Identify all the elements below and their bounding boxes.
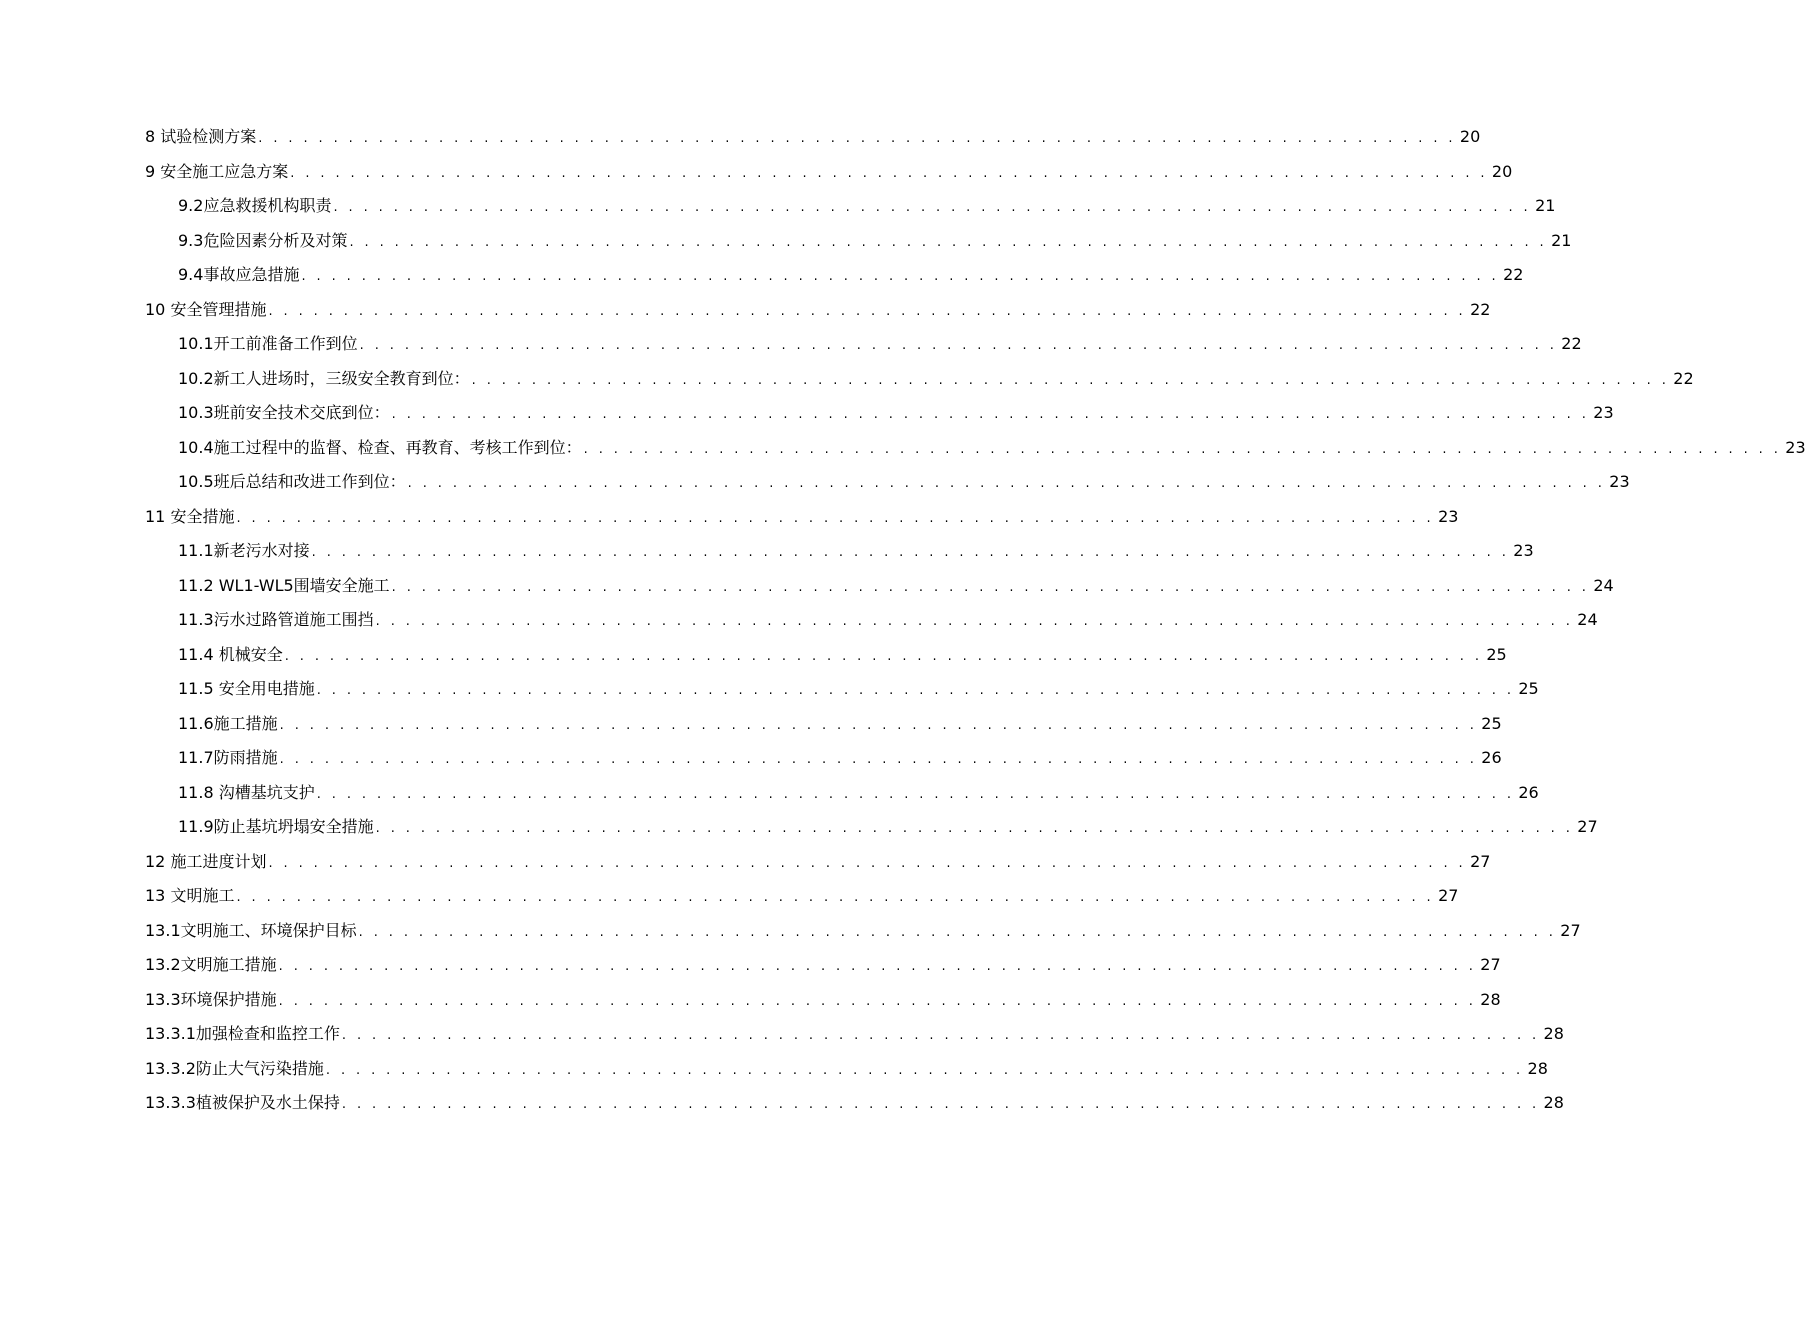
toc-entry-title: 11.8 沟槽基坑支护 (178, 782, 315, 802)
toc-dot-leader: . . . . . . . . . . . . . . . . . . . . . . . . . . . . . . . . . . . . . . . . . . . . . . . . . . . . . . . . . . . . . . . . . . . . . . . . . . . . . . . . (279, 717, 1478, 733)
toc-entry[interactable] (145, 189, 1556, 224)
toc-entry[interactable] (145, 1017, 1564, 1052)
toc-dot-leader: . . . . . . . . . . . . . . . . . . . . . . . . . . . . . . . . . . . . . . . . . . . . . . . . . . . . . . . . . . . . . . . . . . . . . . . . . . . . . . . . (284, 648, 1483, 664)
toc-entry-page-number: 26 (1481, 748, 1502, 767)
toc-entry-title: 13.3环境保护措施 (145, 989, 277, 1009)
toc-entry-page-number: 22 (1503, 265, 1524, 284)
toc-entry[interactable] (145, 431, 1806, 466)
toc-entry[interactable] (145, 362, 1694, 397)
toc-dot-leader: . . . . . . . . . . . . . . . . . . . . . . . . . . . . . . . . . . . . . . . . . . . . . . . . . . . . . . . . . . . . . . . . . . . . . . . . . . . . . . . . (333, 200, 1532, 215)
toc-entry-title: 11 安全措施 (145, 506, 235, 526)
toc-dot-leader: . . . . . . . . . . . . . . . . . . . . . . . . . . . . . . . . . . . . . . . . . . . . . . . . . . . . . . . . . . . . . . . . . . . . . . . . . . . . . . . . (341, 1028, 1540, 1043)
toc-entry-page-number: 21 (1535, 196, 1556, 215)
toc-entry[interactable] (145, 741, 1502, 776)
toc-entry-title: 13.2文明施工措施 (145, 955, 277, 974)
toc-entry[interactable] (145, 224, 1572, 259)
toc-entry[interactable] (145, 293, 1491, 328)
toc-entry[interactable] (145, 120, 1481, 155)
toc-entry-page-number: 27 (1480, 955, 1501, 974)
toc-entry-title: 9.4事故应急措施 (178, 265, 300, 284)
toc-entry-title: 11.1新老污水对接 (178, 541, 310, 560)
toc-entry[interactable] (145, 707, 1502, 742)
toc-entry[interactable] (145, 845, 1491, 880)
toc-dot-leader: . . . . . . . . . . . . . . . . . . . . . . . . . . . . . . . . . . . . . . . . . . . . . . . . . . . . . . . . . . . . . . . . . . . . . . . . . . . . . . . . (391, 407, 1590, 422)
toc-entry-page-number: 27 (1470, 851, 1491, 871)
toc-entry-page-number: 22 (1470, 299, 1491, 319)
toc-entry[interactable] (145, 569, 1614, 604)
toc-dot-leader: . . . . . . . . . . . . . . . . . . . . . . . . . . . . . . . . . . . . . . . . . . . . . . . . . . . . . . . . . . . . . . . . . . . . . . . . . . . . . . . . (236, 890, 1435, 905)
toc-dot-leader: . . . . . . . . . . . . . . . . . . . . . . . . . . . . . . . . . . . . . . . . . . . . . . . . . . . . . . . . . . . . . . . . . . . . . . . . . . . . . . . . (407, 476, 1606, 491)
toc-dot-leader: . . . . . . . . . . . . . . . . . . . . . . . . . . . . . . . . . . . . . . . . . . . . . . . . . . . . . . . . . . . . . . . . . . . . . . . . . . . . . . . . (349, 234, 1548, 250)
toc-dot-leader: . . . . . . . . . . . . . . . . . . . . . . . . . . . . . . . . . . . . . . . . . . . . . . . . . . . . . . . . . . . . . . . . . . . . . . . . . . . . . . . . (471, 372, 1670, 388)
toc-entry-page-number: 23 (1593, 403, 1614, 422)
toc-entry-page-number: 23 (1609, 472, 1630, 491)
toc-entry-page-number: 23 (1438, 506, 1459, 526)
toc-entry[interactable] (145, 1086, 1564, 1121)
toc-entry[interactable] (145, 258, 1524, 293)
toc-dot-leader: . . . . . . . . . . . . . . . . . . . . . . . . . . . . . . . . . . . . . . . . . . . . . . . . . . . . . . . . . . . . . . . . . . . . . . . . . . . . . . . . (268, 855, 1467, 871)
toc-entry-page-number: 21 (1551, 230, 1572, 250)
toc-entry-page-number: 25 (1486, 644, 1507, 664)
toc-dot-leader: . . . . . . . . . . . . . . . . . . . . . . . . . . . . . . . . . . . . . . . . . . . . . . . . . . . . . . . . . . . . . . . . . . . . . . . . . . . . . . . . (391, 579, 1590, 595)
toc-entry[interactable] (145, 879, 1459, 914)
toc-entry-title: 11.6施工措施 (178, 713, 278, 733)
toc-entry-title: 11.9防止基坑坍塌安全措施 (178, 817, 374, 836)
toc-entry-title: 13.3.3植被保护及水土保持 (145, 1093, 340, 1112)
toc-entry-title: 8 试验检测方案 (145, 127, 257, 146)
toc-entry-page-number: 27 (1438, 886, 1459, 905)
toc-entry[interactable] (145, 396, 1614, 431)
toc-dot-leader: . . . . . . . . . . . . . . . . . . . . . . . . . . . . . . . . . . . . . . . . . . . . . . . . . . . . . . . . . . . . . . . . . . . . . . . . . . . . . . . . (359, 338, 1558, 353)
toc-dot-leader: . . . . . . . . . . . . . . . . . . . . . . . . . . . . . . . . . . . . . . . . . . . . . . . . . . . . . . . . . . . . . . . . . . . . . . . . . . . . . . . . (278, 993, 1477, 1009)
toc-entry-title: 10.5班后总结和改进工作到位： (178, 472, 406, 491)
toc-entry-page-number: 23 (1785, 437, 1806, 457)
toc-entry[interactable] (145, 603, 1598, 638)
toc-dot-leader: . . . . . . . . . . . . . . . . . . . . . . . . . . . . . . . . . . . . . . . . . . . . . . . . . . . . . . . . . . . . . . . . . . . . . . . . . . . . . . . . (375, 614, 1574, 629)
toc-entry-page-number: 28 (1543, 1024, 1564, 1043)
toc-entry-page-number: 27 (1560, 920, 1581, 940)
toc-entry-title: 12 施工进度计划 (145, 851, 267, 871)
toc-entry-page-number: 20 (1459, 127, 1481, 146)
toc-dot-leader: . . . . . . . . . . . . . . . . . . . . . . . . . . . . . . . . . . . . . . . . . . . . . . . . . . . . . . . . . . . . . . . . . . . . . . . . . . . . . . . . (325, 1062, 1524, 1078)
toc-entry[interactable] (145, 155, 1513, 190)
toc-entry[interactable] (145, 500, 1459, 535)
toc-dot-leader: . . . . . . . . . . . . . . . . . . . . . . . . . . . . . . . . . . . . . . . . . . . . . . . . . . . . . . . . . . . . . . . . . . . . . . . . . . . . . . . . (258, 131, 1456, 146)
toc-entry[interactable] (145, 465, 1630, 500)
toc-entry-title: 11.7防雨措施 (178, 748, 278, 767)
toc-dot-leader: . . . . . . . . . . . . . . . . . . . . . . . . . . . . . . . . . . . . . . . . . . . . . . . . . . . . . . . . . . . . . . . . . . . . . . . . . . . . . . . . (279, 752, 1478, 767)
table-of-contents (145, 120, 1806, 1121)
toc-dot-leader: . . . . . . . . . . . . . . . . . . . . . . . . . . . . . . . . . . . . . . . . . . . . . . . . . . . . . . . . . . . . . . . . . . . . . . . . . . . . . . . . (375, 821, 1574, 836)
toc-entry-page-number: 27 (1577, 817, 1598, 836)
toc-dot-leader: . . . . . . . . . . . . . . . . . . . . . . . . . . . . . . . . . . . . . . . . . . . . . . . . . . . . . . . . . . . . . . . . . . . . . . . . . . . . . . . . (311, 545, 1510, 560)
toc-entry-page-number: 22 (1561, 334, 1582, 353)
toc-dot-leader: . . . . . . . . . . . . . . . . . . . . . . . . . . . . . . . . . . . . . . . . . . . . . . . . . . . . . . . . . . . . . . . . . . . . . . . . . . . . . . . . (316, 683, 1515, 698)
toc-entry-title: 10.4施工过程中的监督、检查、再教育、考核工作到位： (178, 437, 582, 457)
toc-dot-leader: . . . . . . . . . . . . . . . . . . . . . . . . . . . . . . . . . . . . . . . . . . . . . . . . . . . . . . . . . . . . . . . . . . . . . . . . . . . . . . . . (278, 959, 1477, 974)
toc-entry[interactable] (145, 638, 1507, 673)
toc-entry-title: 13.3.1加强检查和监控工作 (145, 1024, 340, 1043)
toc-entry[interactable] (145, 534, 1534, 569)
toc-entry[interactable] (145, 914, 1581, 949)
toc-entry-page-number: 23 (1513, 541, 1534, 560)
toc-entry[interactable] (145, 327, 1582, 362)
toc-entry-page-number: 28 (1480, 989, 1501, 1009)
toc-entry-page-number: 25 (1481, 713, 1502, 733)
toc-entry[interactable] (145, 672, 1539, 707)
toc-entry[interactable] (145, 983, 1501, 1018)
toc-entry[interactable] (145, 1052, 1548, 1087)
toc-entry-page-number: 26 (1518, 782, 1539, 802)
toc-dot-leader: . . . . . . . . . . . . . . . . . . . . . . . . . . . . . . . . . . . . . . . . . . . . . . . . . . . . . . . . . . . . . . . . . . . . . . . . . . . . . . . . (341, 1097, 1540, 1112)
toc-dot-leader: . . . . . . . . . . . . . . . . . . . . . . . . . . . . . . . . . . . . . . . . . . . . . . . . . . . . . . . . . . . . . . . . . . . . . . . . . . . . . . . . (316, 786, 1515, 802)
toc-entry-page-number: 20 (1491, 161, 1513, 181)
toc-entry-title: 10.3班前安全技术交底到位： (178, 403, 390, 422)
toc-entry-page-number: 28 (1543, 1093, 1564, 1112)
toc-dot-leader: . . . . . . . . . . . . . . . . . . . . . . . . . . . . . . . . . . . . . . . . . . . . . . . . . . . . . . . . . . . . . . . . . . . . . . . . . . . . . . . . (583, 441, 1782, 457)
toc-entry[interactable] (145, 776, 1539, 811)
toc-entry-title: 10.2新工人进场时，三级安全教育到位： (178, 368, 470, 388)
toc-entry-title: 11.3污水过路管道施工围挡 (178, 610, 374, 629)
toc-entry-title: 13 文明施工 (145, 886, 235, 905)
toc-entry-page-number: 22 (1673, 368, 1694, 388)
toc-entry-title: 13.3.2防止大气污染措施 (145, 1058, 324, 1078)
toc-entry-title: 10 安全管理措施 (145, 299, 267, 319)
toc-entry-title: 9 安全施工应急方案 (145, 161, 289, 181)
toc-entry-title: 13.1文明施工、环境保护目标 (145, 920, 357, 940)
toc-dot-leader: . . . . . . . . . . . . . . . . . . . . . . . . . . . . . . . . . . . . . . . . . . . . . . . . . . . . . . . . . . . . . . . . . . . . . . . . . . . . . . . . (301, 269, 1500, 284)
toc-entry-title: 9.3危险因素分析及对策 (178, 230, 348, 250)
toc-dot-leader: . . . . . . . . . . . . . . . . . . . . . . . . . . . . . . . . . . . . . . . . . . . . . . . . . . . . . . . . . . . . . . . . . . . . . . . . . . . . . . . . (290, 165, 1488, 181)
toc-entry-page-number: 24 (1577, 610, 1598, 629)
toc-dot-leader: . . . . . . . . . . . . . . . . . . . . . . . . . . . . . . . . . . . . . . . . . . . . . . . . . . . . . . . . . . . . . . . . . . . . . . . . . . . . . . . . (236, 510, 1435, 526)
toc-dot-leader: . . . . . . . . . . . . . . . . . . . . . . . . . . . . . . . . . . . . . . . . . . . . . . . . . . . . . . . . . . . . . . . . . . . . . . . . . . . . . . . . (268, 303, 1467, 319)
toc-entry-title: 11.2 WL1-WL5围墙安全施工 (178, 575, 390, 595)
toc-entry-page-number: 24 (1593, 575, 1614, 595)
toc-entry-title: 10.1开工前准备工作到位 (178, 334, 358, 353)
toc-entry-title: 11.5 安全用电措施 (178, 679, 315, 698)
toc-entry[interactable] (145, 810, 1598, 845)
toc-entry-page-number: 28 (1527, 1058, 1548, 1078)
toc-entry-page-number: 25 (1518, 679, 1539, 698)
toc-entry-title: 11.4 机械安全 (178, 644, 283, 664)
toc-dot-leader: . . . . . . . . . . . . . . . . . . . . . . . . . . . . . . . . . . . . . . . . . . . . . . . . . . . . . . . . . . . . . . . . . . . . . . . . . . . . . . . . (358, 924, 1557, 940)
toc-entry[interactable] (145, 948, 1501, 983)
toc-entry-title: 9.2应急救援机构职责 (178, 196, 332, 215)
